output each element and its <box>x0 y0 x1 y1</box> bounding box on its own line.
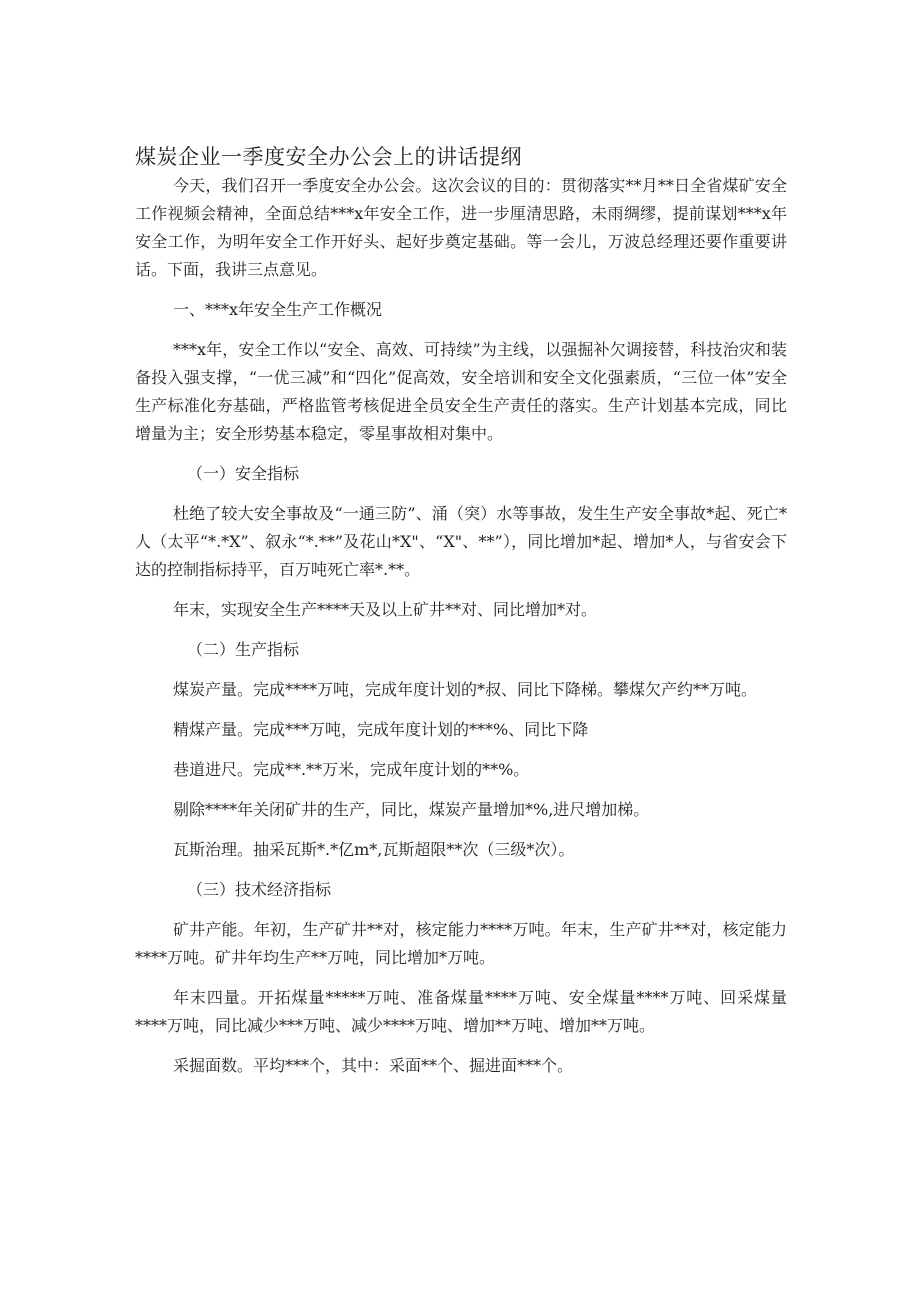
subsection-heading-production: （二）生产指标 <box>187 640 300 659</box>
coal-output-line: 煤炭产量。完成****万吨，完成年度计划的*叔、同比下降梯。攀煤欠产约**万吨。 <box>173 680 758 699</box>
gas-control-line: 瓦斯治理。抽采瓦斯*.*亿m*,瓦斯超限**次（三级*次）。 <box>173 840 575 859</box>
mining-faces-line: 采掘面数。平均***个，其中：采面**个、掘进面***个。 <box>173 1056 574 1075</box>
clean-coal-line: 精煤产量。完成***万吨，完成年度计划的***%、同比下降 <box>173 720 589 739</box>
safety-days-paragraph: 年末，实现安全生产****天及以上矿井**对、同比增加*对。 <box>173 600 598 619</box>
subsection-heading-safety: （一）安全指标 <box>187 464 300 483</box>
document-body <box>135 172 787 1092</box>
subsection-heading-technical: （三）技术经济指标 <box>187 880 332 899</box>
mine-capacity-paragraph: 矿井产能。年初，生产矿井**对，核定能力****万吨。年末，生产矿井**对，核定能力****万吨。矿井年均生产**万吨，同比增加*万吨。 <box>135 920 787 967</box>
year-end-reserves-paragraph: 年末四量。开拓煤量*****万吨、准备煤量****万吨、安全煤量****万吨、回采煤量****万吨，同比减少***万吨、减少****万吨、增加**万吨、增加**万吨。 <box>135 988 787 1035</box>
excluding-closed-mines-line: 剔除****年关闭矿井的生产，同比，煤炭产量增加*%,进尺增加梯。 <box>173 800 650 819</box>
section-heading-1: 一、***x年安全生产工作概况 <box>173 300 383 319</box>
document-title: 煤炭企业一季度安全办公会上的讲话提纲 <box>135 145 522 169</box>
overview-paragraph: ***x年，安全工作以“安全、高效、可持续”为主线，以强掘补欠调接替，科技治灾和装备投入强支撑，“一优三减”和“四化”促高效，安全培训和安全文化强素质，“三位一体”安全生产标准化夯基础，严格监管考核促进全员安全生产责任的落实。生产计划基本完成，同比增量为主；安全形势基本稳定，零星事故相对集中。 <box>135 340 787 443</box>
tunnel-footage-line: 巷道进尺。完成**.**万米，完成年度计划的**%。 <box>173 760 530 779</box>
intro-paragraph: 今天，我们召开一季度安全办公会。这次会议的目的：贯彻落实**月**日全省煤矿安全工作视频会精神，全面总结***x年安全工作，进一步厘清思路，未雨绸缪，提前谋划***x年安全工作，为明年安全工作开好头、起好步奠定基础。等一会儿，万波总经理还要作重要讲话。下面，我讲三点意见。 <box>135 176 787 279</box>
safety-paragraph: 杜绝了较大安全事故及“一通三防”、涌（突）水等事故，发生生产安全事故*起、死亡*人（太平“*.*X”、叙永“*.**”及花山*X"、“X"、**”），同比增加*起、增加*人，与省安会下达的控制指标持平，百万吨死亡率*.**。 <box>135 504 787 579</box>
